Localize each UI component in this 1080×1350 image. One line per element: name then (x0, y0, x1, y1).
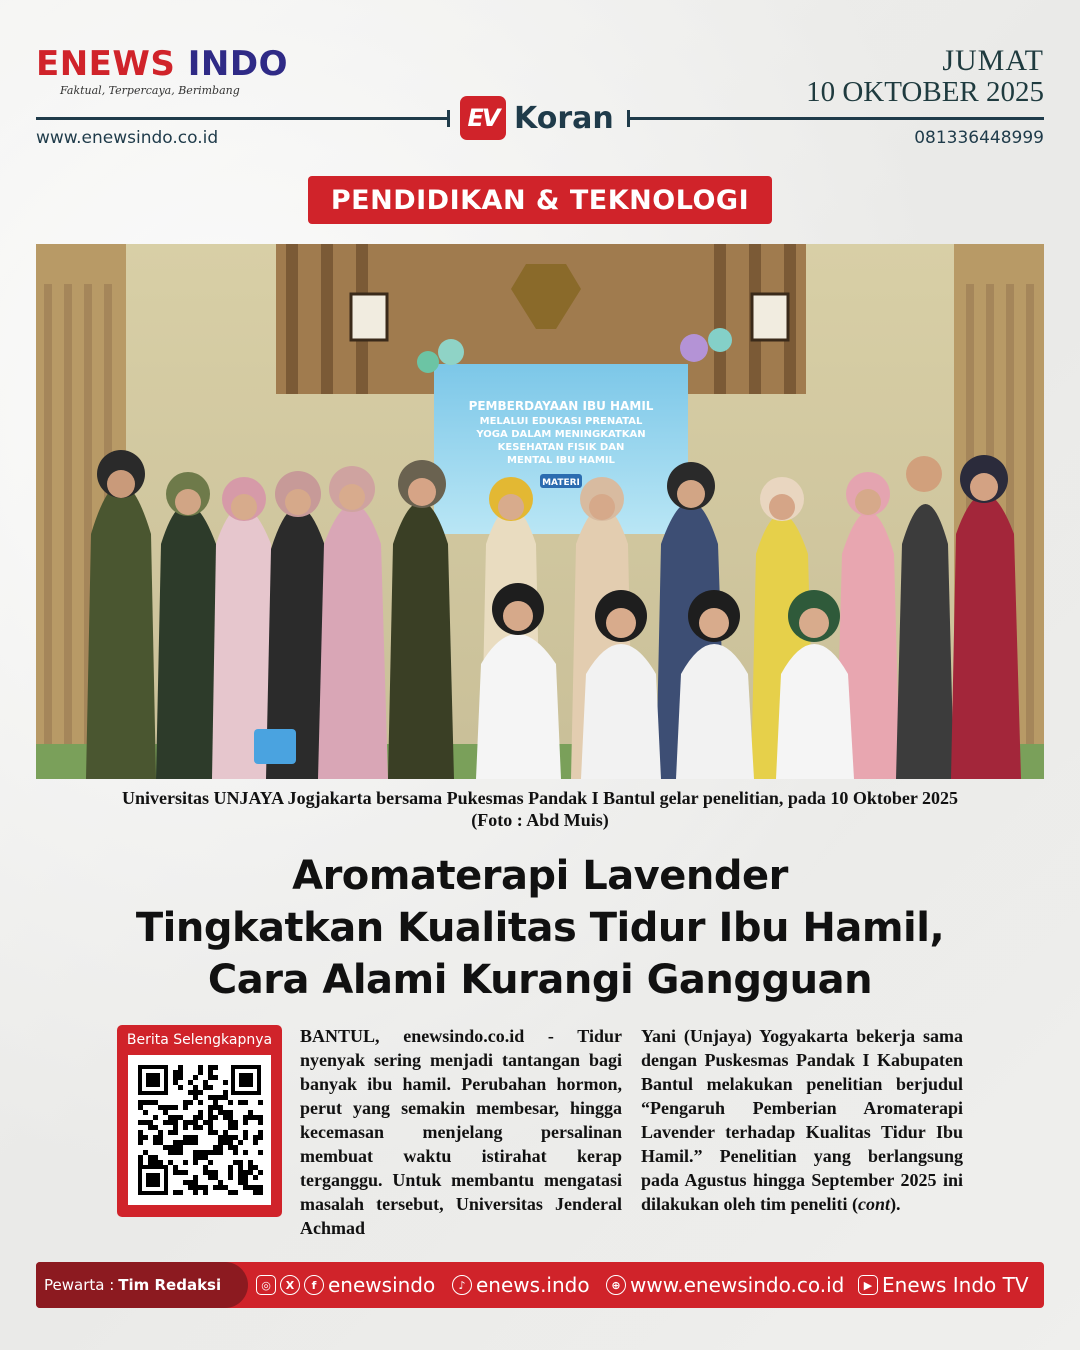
continued-mark: cont (858, 1194, 891, 1214)
qr-code-icon[interactable] (128, 1055, 271, 1205)
social-accounts[interactable] (256, 1262, 435, 1308)
instagram-icon[interactable]: ◎ (256, 1275, 276, 1295)
article-column-1: BANTUL, enewsindo.co.id - Tidur nyenyak sering menjadi tantangan bagi banyak ibu hamil. Perubahan hormon, perut yang semakin membesar, hingga kecemasan menjelang persalinan membuat waktu istirahat kerap terganggu. Untuk membantu mengatasi masalah tersebut, Universitas Jenderal Achmad (300, 1026, 622, 1238)
youtube-link[interactable] (858, 1262, 1029, 1308)
headline-line: Cara Alami Kurangi Gangguan (207, 957, 873, 1003)
photo-credit: (Foto : Abd Muis) (471, 810, 609, 830)
globe-icon[interactable]: ⊕ (606, 1275, 626, 1295)
koran-label: Koran (514, 100, 614, 136)
news-photo (36, 244, 1044, 779)
brand-name (36, 46, 288, 82)
screen-text-line: MENTAL IBU HAMIL (507, 455, 615, 466)
qr-code-card[interactable] (117, 1025, 282, 1217)
section-badge: PENDIDIKAN & TEKNOLOGI (308, 176, 772, 224)
qr-label: Berita Selengkapnya (126, 1032, 273, 1048)
website-link[interactable]: www.enewsindo.co.id (36, 128, 219, 148)
issue-date-full: 10 OKTOBER 2025 (806, 76, 1044, 108)
reporter-label: Pewarta : (44, 1276, 115, 1294)
photo-caption (36, 787, 1044, 831)
youtube-icon[interactable]: ▶ (858, 1275, 878, 1295)
headline-line: Tingkatkan Kualitas Tidur Ibu Hamil, (135, 905, 945, 951)
article-column-2 (641, 1024, 963, 1216)
reporter-credit (36, 1262, 248, 1308)
social-handle[interactable]: enewsindo (328, 1273, 436, 1297)
headline-line: Aromaterapi Lavender (292, 853, 788, 899)
brand-name-part1: ENEWS (36, 44, 176, 84)
ev-logo-icon: EV (460, 96, 506, 140)
brand-logo (36, 46, 288, 97)
divider-cap (447, 110, 450, 127)
screen-text-line: MELALUI EDUKASI PRENATAL (479, 416, 643, 427)
header-divider-right (630, 117, 1044, 120)
screen-text-line: KESEHATAN FISIK DAN (497, 442, 625, 453)
screen-text-line: PEMBERDAYAAN IBU HAMIL (468, 399, 654, 413)
brand-tagline: Faktual, Terpercaya, Berimbang (60, 84, 240, 97)
footer-bar (36, 1262, 1044, 1308)
facebook-icon[interactable]: f (304, 1275, 324, 1295)
issue-date (806, 46, 1044, 108)
x-icon[interactable]: X (280, 1275, 300, 1295)
footer-website[interactable]: www.enewsindo.co.id (630, 1273, 845, 1297)
brand-name-part2: INDO (187, 44, 288, 84)
youtube-channel[interactable]: Enews Indo TV (882, 1273, 1029, 1297)
screen-tag: MATERI (542, 478, 580, 488)
divider-cap (627, 110, 630, 127)
tiktok-link[interactable] (452, 1262, 590, 1308)
screen-text-line: YOGA DALAM MENINGKATKAN (476, 429, 646, 440)
header-divider-left (36, 117, 450, 120)
phone-number: 081336448999 (914, 128, 1044, 148)
article-headline (36, 850, 1044, 1006)
group-photo-illustration (36, 244, 1044, 779)
koran-logo (460, 96, 614, 140)
article-text: Yani (Unjaya) Yogyakarta bekerja sama dengan Puskesmas Pandak I Kabupaten Bantul melakukan penelitian berjudul “Pengaruh Pemberian Aromaterapi Lavender terhadap Kualitas Tidur Ibu Hamil.” Penelitian yang berlangsung pada Agustus hingga September 2025 ini dilakukan oleh tim peneliti ( (641, 1026, 963, 1214)
tiktok-icon[interactable]: ♪ (452, 1275, 472, 1295)
tiktok-handle[interactable]: enews.indo (476, 1273, 590, 1297)
article-text-end: ). (890, 1194, 901, 1214)
qr-code-graphic (128, 1055, 271, 1205)
website-footer-link[interactable] (606, 1262, 844, 1308)
caption-text: Universitas UNJAYA Jogjakarta bersama Pukesmas Pandak I Bantul gelar penelitian, pada 10 Oktober 2025 (121, 788, 959, 808)
water-jug-prop (254, 729, 296, 764)
reporter-name: Tim Redaksi (118, 1276, 222, 1294)
issue-day: JUMAT (942, 44, 1044, 77)
